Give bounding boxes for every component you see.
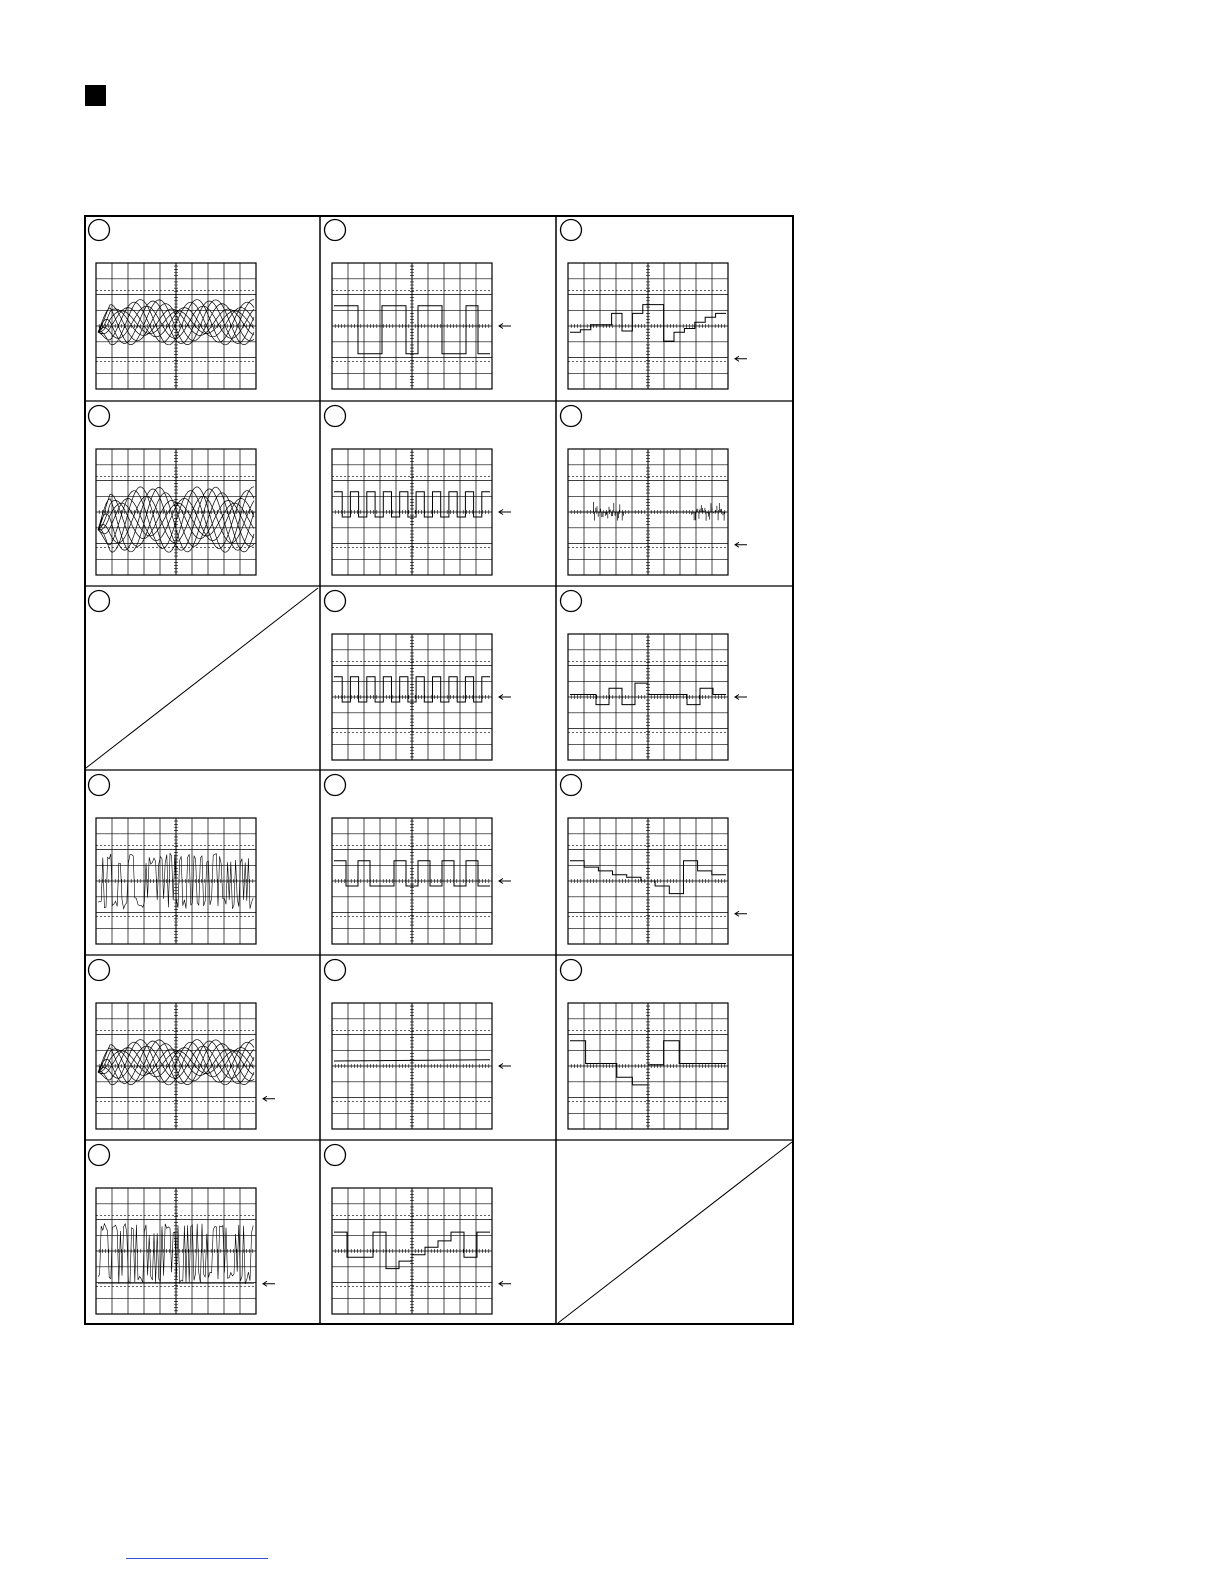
oscilloscope-screen [332, 818, 492, 944]
ground-level-arrow [499, 1064, 511, 1069]
waveform-cell [561, 960, 729, 1130]
oscilloscope-screen [96, 1003, 256, 1129]
ground-level-arrow [735, 356, 747, 361]
waveform-cell [325, 591, 512, 761]
footer-link-underline [126, 1558, 268, 1559]
oscilloscope-screen [568, 449, 728, 575]
waveform-grid-svg [84, 215, 796, 1327]
waveform-cell [558, 1142, 792, 1323]
probe-marker-circle [89, 591, 110, 612]
probe-marker-circle [325, 220, 346, 241]
oscilloscope-screen [96, 1188, 256, 1314]
ground-level-arrow [263, 1281, 275, 1286]
probe-marker-circle [89, 406, 110, 427]
oscilloscope-screen [568, 818, 728, 944]
ground-level-arrow [499, 1281, 511, 1286]
waveform-cell [325, 220, 512, 390]
oscilloscope-screen [568, 263, 728, 389]
oscilloscope-screen [96, 818, 256, 944]
waveform-cell [325, 1145, 512, 1315]
waveform-cell [561, 406, 748, 576]
ground-level-arrow [735, 911, 747, 916]
oscilloscope-screen [332, 1188, 492, 1314]
oscilloscope-screen [332, 449, 492, 575]
waveform-cell [89, 220, 257, 390]
probe-marker-circle [325, 775, 346, 796]
ground-level-arrow [263, 1096, 275, 1101]
oscilloscope-screen [332, 263, 492, 389]
probe-marker-circle [561, 591, 582, 612]
probe-marker-circle [325, 960, 346, 981]
ground-level-arrow [735, 695, 747, 700]
waveform-cell [561, 775, 748, 945]
probe-marker-circle [89, 960, 110, 981]
waveform-cell [89, 1145, 276, 1315]
oscilloscope-screen [96, 263, 256, 389]
oscilloscope-screen [332, 1003, 492, 1129]
oscilloscope-screen [568, 1003, 728, 1129]
oscilloscope-screen [568, 634, 728, 760]
ground-level-arrow [499, 695, 511, 700]
waveform-cell [89, 960, 276, 1130]
waveform-cell [325, 406, 512, 576]
probe-marker-circle [325, 406, 346, 427]
waveform-cell [89, 775, 257, 945]
waveform-cell [86, 588, 318, 768]
probe-marker-circle [89, 775, 110, 796]
empty-cell-slash [86, 588, 318, 768]
waveform-cell [561, 220, 748, 390]
probe-marker-circle [89, 1145, 110, 1166]
probe-marker-circle [325, 591, 346, 612]
waveform-cell [561, 591, 748, 761]
ground-level-arrow [499, 510, 511, 515]
probe-marker-circle [325, 1145, 346, 1166]
probe-marker-circle [561, 220, 582, 241]
probe-marker-circle [561, 960, 582, 981]
section-marker [85, 85, 106, 106]
waveform-cell [325, 960, 512, 1130]
probe-marker-circle [561, 406, 582, 427]
oscilloscope-screen [96, 449, 256, 575]
waveform-cell [89, 406, 257, 576]
empty-cell-slash [558, 1142, 792, 1323]
waveform-table [84, 215, 796, 1327]
probe-marker-circle [89, 220, 110, 241]
ground-level-arrow [499, 879, 511, 884]
probe-marker-circle [561, 775, 582, 796]
ground-level-arrow [735, 542, 747, 547]
oscilloscope-screen [332, 634, 492, 760]
ground-level-arrow [499, 324, 511, 329]
waveform-cell [325, 775, 512, 945]
